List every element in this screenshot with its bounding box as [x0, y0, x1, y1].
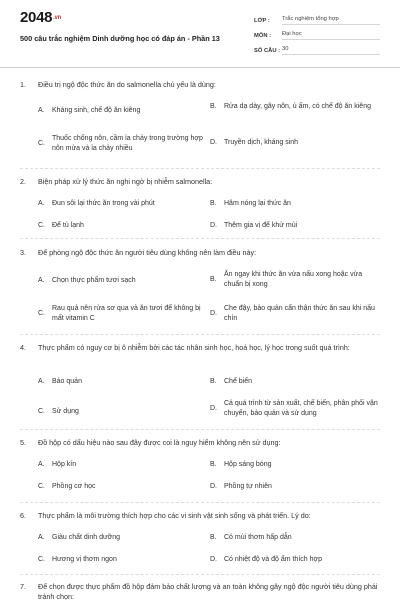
question-number: 3. — [20, 248, 26, 257]
option-text: Truyền dịch, kháng sinh — [224, 139, 299, 146]
option-text: Hương vị thơm ngon — [52, 556, 117, 563]
option-letter: C. — [38, 222, 45, 229]
option-b[interactable] — [210, 199, 380, 209]
option-letter: D. — [210, 483, 217, 490]
option-text: Chế biến — [224, 378, 253, 385]
option-c[interactable] — [38, 304, 203, 323]
option-d[interactable] — [210, 555, 380, 565]
option-letter: B. — [210, 534, 217, 541]
meta-row-subject — [254, 31, 380, 40]
option-b[interactable] — [210, 270, 380, 289]
option-text: Đun sôi lại thức ăn trong vài phút — [52, 200, 155, 207]
option-a[interactable] — [38, 276, 203, 286]
question-text: Thực phẩm có nguy cơ bị ô nhiễm bởi các tác nhân sinh học, hoá học, lý học trong suốt quá trình: — [38, 343, 350, 352]
question-2 — [20, 177, 380, 229]
option-text: Giàu chất dinh dưỡng — [52, 534, 121, 541]
option-letter: C. — [38, 556, 45, 563]
question-text: Biện pháp xử lý thức ăn nghi ngờ bị nhiễm salmonella: — [38, 177, 213, 186]
option-text: Hâm nóng lại thức ăn — [224, 200, 291, 207]
question-text: Để phòng ngộ độc thức ăn người tiêu dùng không nên làm điều này: — [38, 248, 257, 257]
option-letter: D. — [210, 404, 217, 412]
meta-row-class — [254, 16, 380, 25]
option-b[interactable] — [210, 102, 380, 112]
option-letter: B. — [210, 461, 217, 468]
option-text: Kháng sinh, chế độ ăn kiêng — [52, 107, 141, 114]
question-number: 7. — [20, 582, 26, 591]
question-4 — [20, 343, 380, 417]
option-b[interactable] — [210, 377, 380, 387]
question-number: 4. — [20, 343, 26, 352]
meta-label: SỐ CÂU : — [254, 47, 281, 54]
logo-text: 2048 — [20, 9, 53, 26]
meta-value: Trắc nghiệm tổng hợp — [282, 16, 380, 25]
option-letter: A. — [38, 200, 45, 207]
option-d[interactable] — [210, 304, 380, 323]
question-3 — [20, 248, 380, 322]
option-text: Ăn ngay khi thức ăn vừa nấu xong hoặc vừa chuẩn bị xong — [224, 271, 363, 288]
option-text: Rau quả nên rửa sơ qua và ăn tươi để không bị mất vitamin C — [52, 305, 201, 322]
option-text: Che đậy, bảo quản cẩn thận thức ăn sau khi nấu chín — [224, 305, 375, 322]
meta-value: Đại học — [282, 31, 380, 40]
question-text: Để chọn được thực phẩm đồ hộp đảm bảo chất lượng và an toàn không gây ngộ độc người tiêu dùng phải tránh chọn: — [38, 582, 378, 600]
option-a[interactable] — [38, 377, 203, 387]
divider — [20, 429, 380, 430]
option-a[interactable] — [38, 533, 203, 543]
option-letter: D. — [210, 556, 217, 563]
option-a[interactable] — [38, 106, 203, 116]
option-letter: A. — [38, 461, 45, 468]
option-letter: B. — [210, 200, 217, 207]
divider — [20, 168, 380, 169]
option-text: Có mùi thơm hấp dẫn — [224, 534, 292, 541]
question-6 — [20, 511, 380, 563]
logo-suffix: .vn — [53, 15, 61, 22]
option-text: Sử dụng — [52, 408, 79, 415]
option-letter: B. — [210, 378, 217, 385]
question-7 — [20, 582, 380, 600]
question-text: Điều trị ngộ độc thức ăn do salmonella chủ yếu là dùng: — [38, 80, 216, 89]
option-d[interactable] — [210, 221, 380, 231]
meta-value: 30 — [282, 46, 380, 55]
option-d[interactable] — [210, 138, 380, 148]
divider — [20, 238, 380, 239]
divider — [20, 574, 380, 575]
option-text: Phồng tự nhiên — [224, 483, 272, 490]
divider — [20, 334, 380, 335]
question-1 — [20, 80, 380, 152]
option-d[interactable] — [210, 482, 380, 492]
option-text: Hộp kín — [52, 461, 77, 468]
site-logo[interactable] — [20, 9, 61, 26]
option-text: Rửa dạ dày, gây nôn, ủ ấm, có chế độ ăn kiêng — [224, 103, 371, 110]
option-letter: A. — [38, 277, 45, 284]
option-a[interactable] — [38, 460, 203, 470]
option-c[interactable] — [38, 221, 203, 231]
option-text: Chọn thực phẩm tươi sạch — [52, 277, 136, 284]
question-text: Thực phẩm là môi trường thích hợp cho các vi sinh vật sinh sống và phát triển. Lý do: — [38, 511, 311, 520]
meta-label: LỚP : — [254, 17, 270, 24]
option-letter: A. — [38, 378, 45, 385]
question-number: 1. — [20, 80, 26, 89]
option-text: Phồng cơ học — [52, 483, 96, 490]
option-text: Thuốc chống nôn, cầm ỉa chảy trong trường hợp nôn mửa và ỉa chảy nhiều — [52, 135, 203, 152]
option-text: Thêm gia vị để khử mùi — [224, 222, 298, 229]
header — [0, 0, 400, 68]
question-5 — [20, 438, 380, 490]
option-b[interactable] — [210, 460, 380, 470]
option-letter: D. — [210, 222, 217, 229]
page-title: 500 câu trắc nghiệm Dinh dưỡng học có đáp án - Phần 13 — [20, 34, 220, 43]
option-c[interactable] — [38, 555, 203, 565]
option-letter: D. — [210, 139, 217, 146]
option-a[interactable] — [38, 199, 203, 209]
option-letter: C. — [38, 139, 45, 147]
option-text: Bảo quản — [52, 378, 82, 385]
divider — [20, 502, 380, 503]
option-c[interactable] — [38, 134, 203, 153]
option-text: Cả quá trình từ sản xuất, chế biến, phân phối vận chuyển, bảo quản và sử dụng — [224, 400, 378, 417]
option-b[interactable] — [210, 533, 380, 543]
option-text: Có nhiệt độ và độ ẩm thích hợp — [224, 556, 322, 563]
option-c[interactable] — [38, 407, 203, 417]
option-letter: C. — [38, 309, 45, 317]
option-c[interactable] — [38, 482, 203, 492]
option-letter: B. — [210, 103, 217, 110]
option-text: Để tủ lạnh — [52, 222, 84, 229]
option-d[interactable] — [210, 399, 380, 418]
option-letter: B. — [210, 275, 217, 283]
option-letter: D. — [210, 309, 217, 317]
meta-label: MÔN : — [254, 32, 272, 39]
meta-row-count — [254, 46, 380, 55]
question-number: 6. — [20, 511, 26, 520]
option-letter: A. — [38, 107, 45, 114]
option-letter: C. — [38, 483, 45, 490]
option-text: Hộp sáng bóng — [224, 461, 272, 468]
question-number: 2. — [20, 177, 26, 186]
option-letter: C. — [38, 408, 45, 415]
option-letter: A. — [38, 534, 45, 541]
question-number: 5. — [20, 438, 26, 447]
question-text: Đồ hộp có dấu hiệu nào sau đây được coi là nguy hiểm không nên sử dụng: — [38, 438, 281, 447]
